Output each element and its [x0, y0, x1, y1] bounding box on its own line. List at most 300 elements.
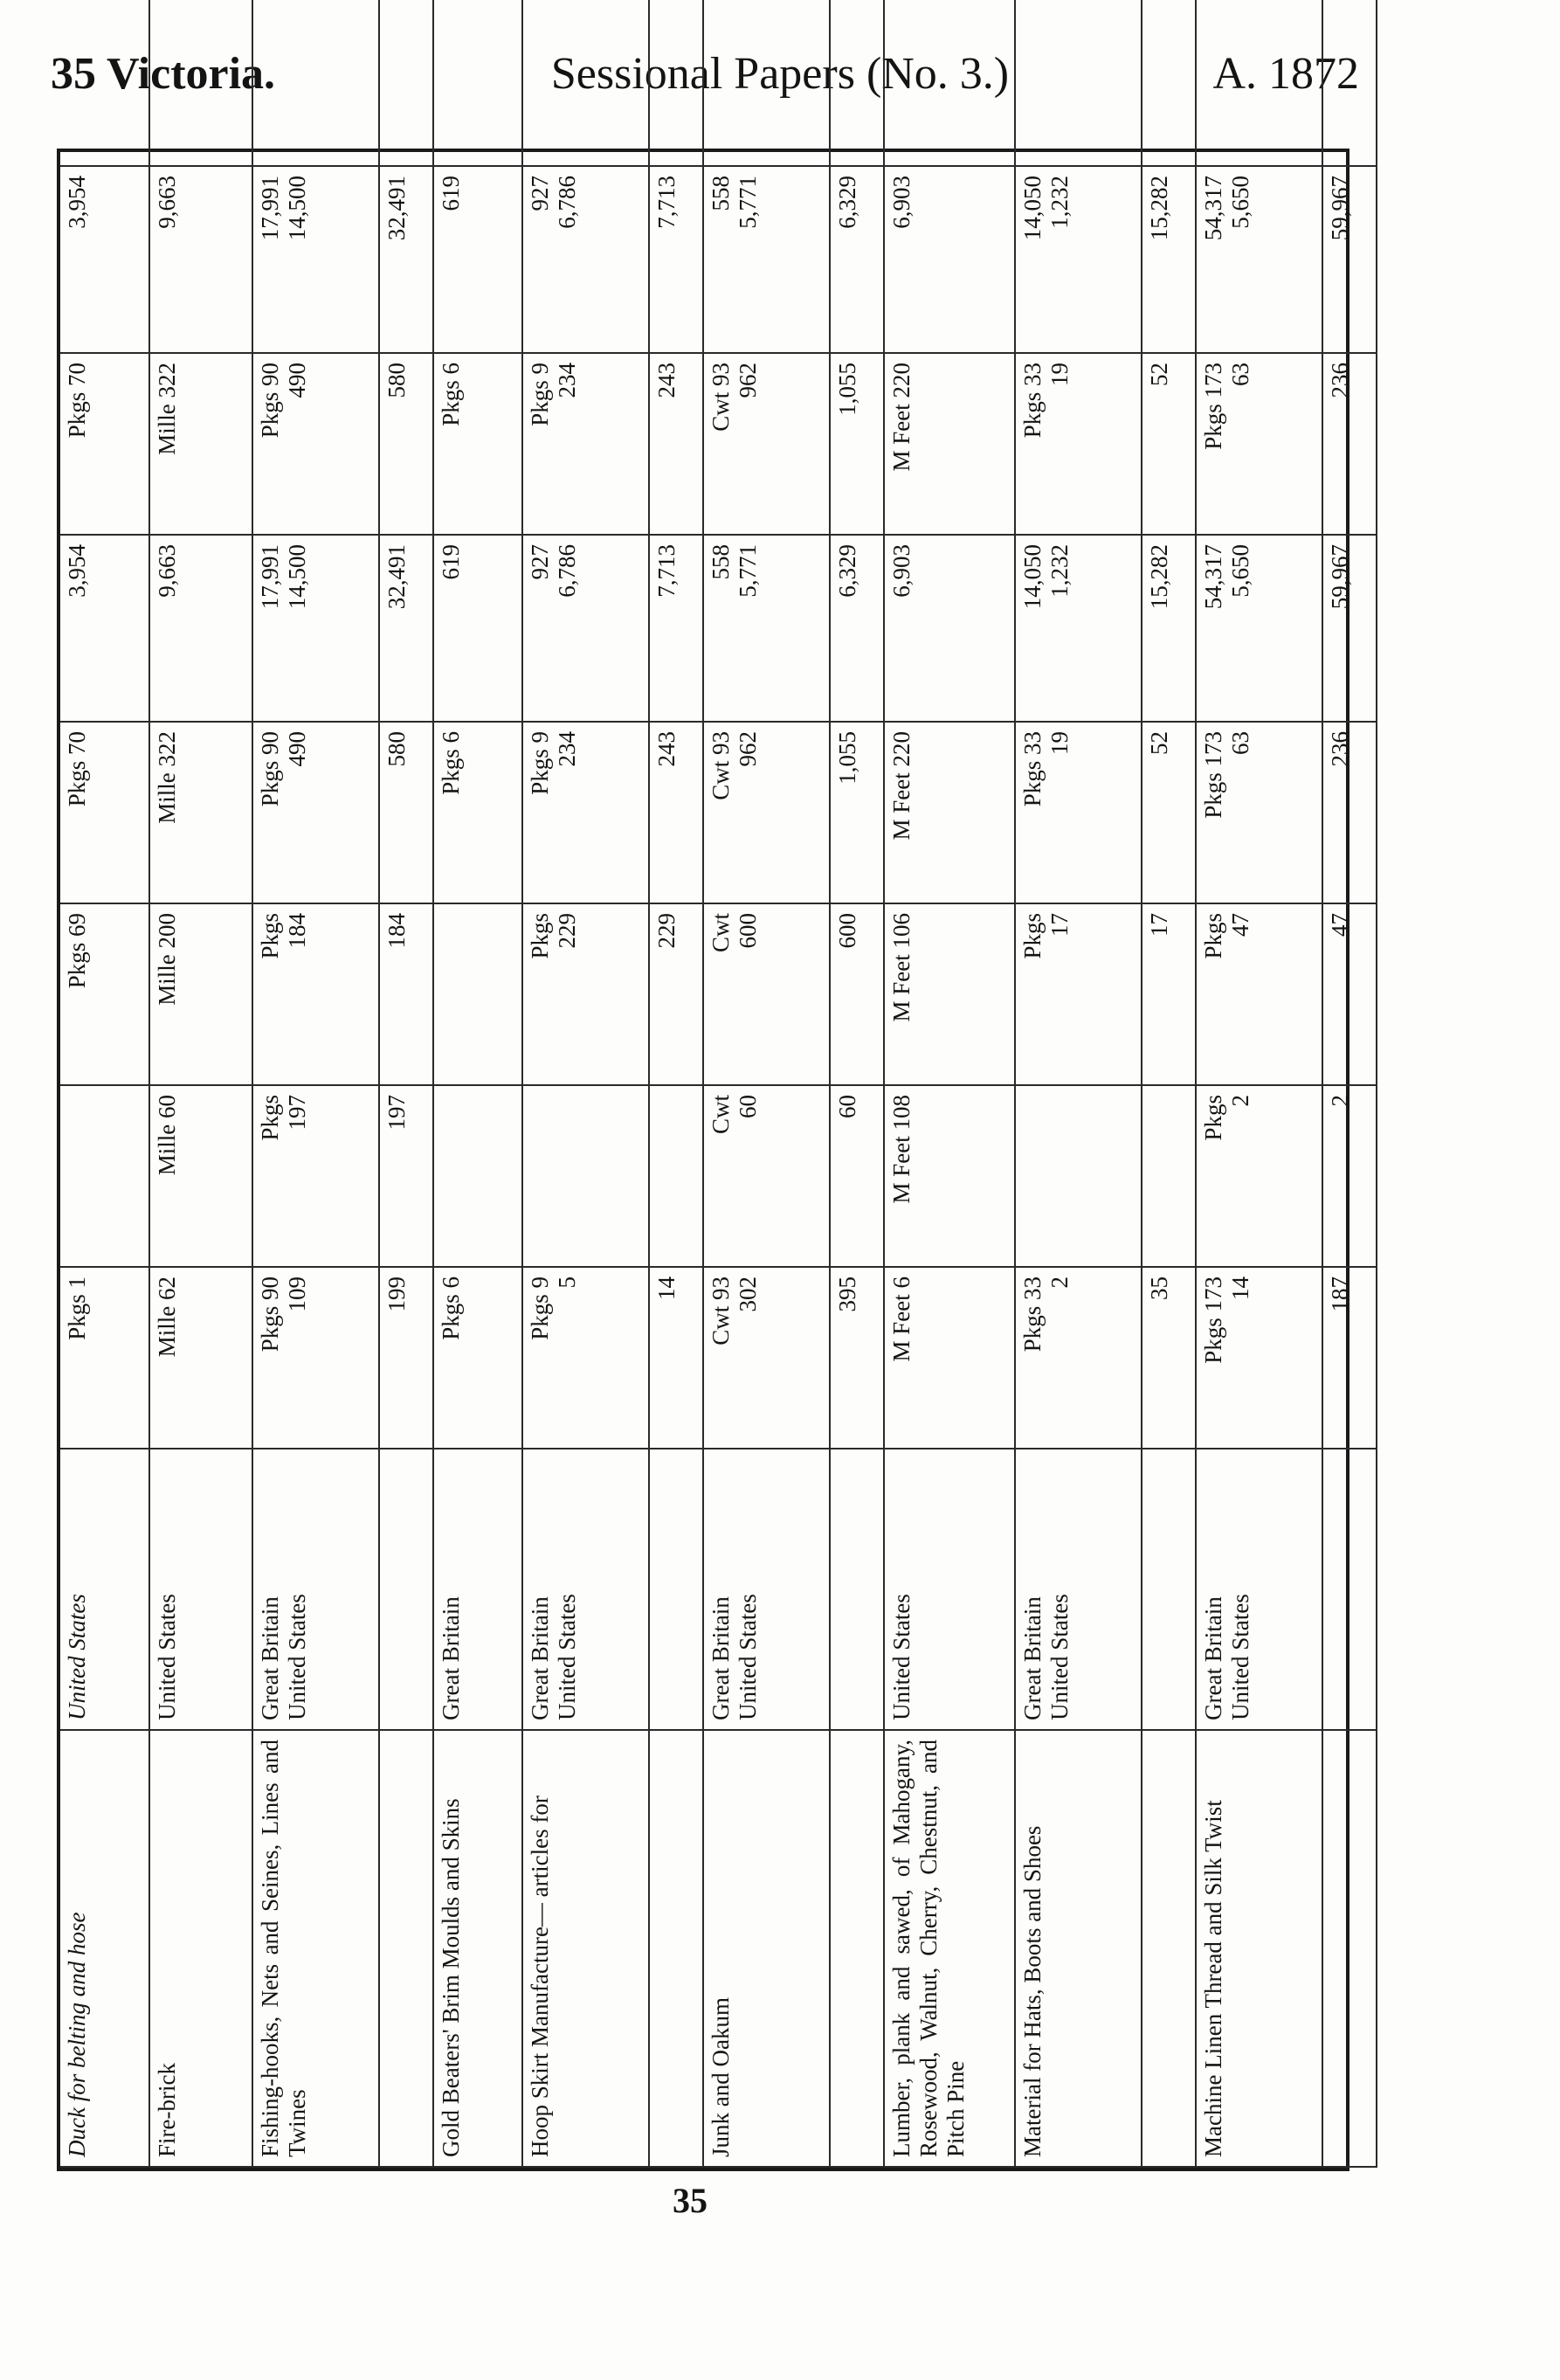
value-cell	[252, 1085, 379, 1267]
country-cell	[149, 1449, 252, 1730]
table-row	[1196, 0, 1322, 2167]
value-cell	[1196, 722, 1322, 903]
article-cell	[1142, 1730, 1196, 2167]
cell-value: Pkgs 90	[257, 363, 283, 439]
cell-value: 600	[735, 913, 761, 949]
cell-value: Pkgs	[257, 913, 283, 959]
cell-value: 14	[1227, 1276, 1253, 1300]
article-cell	[252, 1730, 379, 2167]
cell-value: 15,282	[1146, 544, 1172, 610]
value-cell	[703, 0, 830, 166]
cell-value: Mille 322	[154, 363, 180, 455]
value-cell	[1322, 1267, 1377, 1449]
value-cell	[884, 353, 1015, 535]
cell-value: 6,329	[834, 544, 860, 598]
value-cell	[149, 722, 252, 903]
cell-value: 7,713	[653, 544, 680, 598]
value-cell	[433, 1267, 522, 1449]
value-cell	[433, 1085, 522, 1267]
cell-value: 234	[554, 731, 580, 767]
cell-value: Pkgs	[257, 1095, 283, 1141]
value-cell	[522, 722, 649, 903]
value-cell	[149, 1267, 252, 1449]
cell-value: 14,050	[1019, 544, 1046, 610]
value-cell	[649, 903, 703, 1085]
article-cell	[60, 1730, 149, 2167]
article-cell	[379, 1730, 433, 2167]
cell-value: 395	[834, 1276, 860, 1312]
cell-value: Pkgs	[1019, 913, 1046, 959]
table-row	[433, 0, 522, 2167]
table-row	[149, 0, 252, 2167]
value-cell	[1142, 353, 1196, 535]
cell-value: Pkgs 9	[527, 1276, 553, 1340]
table-row	[379, 0, 433, 2167]
cell-value: Pkgs 33	[1019, 363, 1046, 439]
cell-value: 490	[284, 363, 310, 398]
cell-value: 243	[653, 731, 680, 767]
value-cell	[1142, 166, 1196, 353]
country-name: Great Britain	[438, 1596, 464, 1720]
cell-value: 63	[1227, 363, 1253, 386]
cell-value: 32,491	[383, 544, 410, 610]
country-name: United States	[554, 1594, 580, 1720]
cell-value: Pkgs	[1200, 913, 1226, 959]
cell-value: 17,991	[257, 176, 283, 241]
cell-value: 600	[834, 913, 860, 949]
cell-value: Pkgs	[527, 913, 553, 959]
article-cell	[433, 1730, 522, 2167]
value-cell	[1196, 0, 1322, 166]
cell-value: 52	[1146, 731, 1172, 755]
country-cell	[649, 1449, 703, 1730]
cell-value: 14	[653, 1276, 680, 1300]
cell-value: 6,786	[554, 544, 580, 598]
cell-value: Cwt 93	[708, 363, 734, 432]
value-cell	[1142, 535, 1196, 722]
article-cell	[649, 1730, 703, 2167]
cell-value: 619	[438, 176, 464, 211]
cell-value: 47	[1227, 913, 1253, 937]
country-name: United States	[1227, 1594, 1253, 1720]
country-cell	[830, 1449, 884, 1730]
value-cell	[379, 535, 433, 722]
cell-value: 5,771	[735, 544, 761, 598]
country-name: United States	[284, 1594, 310, 1720]
value-cell	[1196, 535, 1322, 722]
table-row	[252, 0, 379, 2167]
value-cell	[1322, 535, 1377, 722]
value-cell	[433, 722, 522, 903]
cell-value: 109	[284, 1276, 310, 1312]
cell-value: 199	[383, 1276, 410, 1312]
page-number: 35	[673, 2181, 708, 2220]
table-row	[1322, 0, 1377, 2167]
article-name: Machine Linen Thread and Silk Twist	[1200, 1800, 1226, 2157]
cell-value: 17	[1046, 913, 1073, 937]
value-cell	[830, 0, 884, 166]
value-cell	[649, 166, 703, 353]
value-cell	[522, 353, 649, 535]
value-cell	[884, 1085, 1015, 1267]
value-cell	[379, 722, 433, 903]
cell-value: 2	[1046, 1276, 1073, 1289]
cell-value: 5,650	[1227, 544, 1253, 598]
cell-value: Cwt	[708, 913, 734, 953]
value-cell	[1142, 1085, 1196, 1267]
cell-value: 6,786	[554, 176, 580, 229]
value-cell	[649, 1267, 703, 1449]
value-cell	[1196, 903, 1322, 1085]
value-cell	[433, 0, 522, 166]
value-cell	[522, 166, 649, 353]
value-cell	[703, 535, 830, 722]
value-cell	[703, 166, 830, 353]
country-cell	[1196, 1449, 1322, 1730]
value-cell	[379, 1085, 433, 1267]
value-cell	[1142, 1267, 1196, 1449]
country-name: United States	[154, 1594, 180, 1720]
cell-value: 2	[1227, 1095, 1253, 1107]
header-session: 35 Victoria.	[51, 49, 276, 99]
cell-value: 60	[834, 1095, 860, 1118]
value-cell	[830, 903, 884, 1085]
cell-value: 14,050	[1019, 176, 1046, 241]
cell-value: 6,903	[888, 544, 915, 598]
article-name: Lumber, plank and sawed, of Mahogany, Rosewood, Walnut, Cherry, Chestnut, and Pitch Pine	[888, 1740, 969, 2157]
cell-value: Pkgs 69	[64, 913, 90, 989]
value-cell	[379, 1267, 433, 1449]
value-cell	[252, 353, 379, 535]
cell-value: Pkgs 33	[1019, 731, 1046, 807]
cell-value: 17,991	[257, 544, 283, 610]
value-cell	[884, 722, 1015, 903]
cell-value: 9,663	[154, 176, 180, 229]
value-cell	[703, 722, 830, 903]
country-name: United States	[64, 1594, 90, 1720]
cell-value: Pkgs 9	[527, 731, 553, 795]
cell-value: 54,317	[1200, 544, 1226, 610]
value-cell	[1015, 1085, 1142, 1267]
value-cell	[379, 0, 433, 166]
country-cell	[379, 1449, 433, 1730]
value-cell	[1196, 1267, 1322, 1449]
value-cell	[149, 535, 252, 722]
cell-value: Pkgs 33	[1019, 1276, 1046, 1353]
cell-value: Mille 322	[154, 731, 180, 824]
table-row	[1142, 0, 1196, 2167]
value-cell	[1196, 1085, 1322, 1267]
cell-value: 7,713	[653, 176, 680, 229]
cell-value: Pkgs 70	[64, 363, 90, 439]
value-cell	[1142, 722, 1196, 903]
cell-value: 6,903	[888, 176, 915, 229]
country-name: Great Britain	[257, 1596, 283, 1720]
value-cell	[60, 1085, 149, 1267]
cell-value: Pkgs 90	[257, 1276, 283, 1353]
value-cell	[1015, 166, 1142, 353]
cell-value: 54,317	[1200, 176, 1226, 241]
cell-value: 619	[438, 544, 464, 580]
value-cell	[830, 722, 884, 903]
cell-value: 229	[554, 913, 580, 949]
value-cell	[433, 535, 522, 722]
cell-value: 580	[383, 731, 410, 767]
table-row	[884, 0, 1015, 2167]
value-cell	[884, 903, 1015, 1085]
value-cell	[649, 722, 703, 903]
cell-value: Pkgs 90	[257, 731, 283, 807]
country-cell	[433, 1449, 522, 1730]
value-cell	[1196, 166, 1322, 353]
cell-value: 15,282	[1146, 176, 1172, 241]
cell-value: Mille 62	[154, 1276, 180, 1358]
cell-value: 187	[1327, 1276, 1353, 1312]
value-cell	[1015, 903, 1142, 1085]
value-cell	[252, 166, 379, 353]
article-cell	[1015, 1730, 1142, 2167]
value-cell	[522, 535, 649, 722]
article-name: Material for Hats, Boots and Shoes	[1019, 1825, 1046, 2157]
country-name: Great Britain	[1200, 1596, 1226, 1720]
cell-value: 229	[653, 913, 680, 949]
article-cell	[1322, 1730, 1377, 2167]
value-cell	[149, 353, 252, 535]
table-row	[703, 0, 830, 2167]
value-cell	[703, 1085, 830, 1267]
table-row	[60, 0, 149, 2167]
article-cell	[522, 1730, 649, 2167]
value-cell	[1142, 0, 1196, 166]
value-cell	[830, 166, 884, 353]
article-name: Fishing-hooks, Nets and Seines, Lines and Twines	[257, 1740, 310, 2157]
cell-value: 962	[735, 363, 761, 398]
value-cell	[830, 1267, 884, 1449]
value-cell	[252, 722, 379, 903]
article-cell	[830, 1730, 884, 2167]
value-cell	[252, 0, 379, 166]
value-cell	[703, 1267, 830, 1449]
value-cell	[1322, 722, 1377, 903]
cell-value: 236	[1327, 731, 1353, 767]
value-cell	[649, 535, 703, 722]
value-cell	[830, 1085, 884, 1267]
cell-value: 1,232	[1046, 176, 1073, 229]
value-cell	[1322, 0, 1377, 166]
country-name: Great Britain	[1019, 1596, 1046, 1720]
article-name: Gold Beaters' Brim Moulds and Skins	[438, 1798, 464, 2157]
cell-value: M Feet 220	[888, 363, 915, 472]
cell-value: Pkgs 173	[1200, 1276, 1226, 1364]
value-cell	[830, 535, 884, 722]
value-cell	[1322, 353, 1377, 535]
cell-value: 5,650	[1227, 176, 1253, 229]
cell-value: Cwt	[708, 1095, 734, 1135]
value-cell	[1015, 535, 1142, 722]
cell-value: 490	[284, 731, 310, 767]
value-cell	[60, 166, 149, 353]
value-cell	[703, 353, 830, 535]
cell-value: 5	[554, 1276, 580, 1289]
country-name: United States	[1046, 1594, 1073, 1720]
value-cell	[830, 353, 884, 535]
cell-value: Pkgs 6	[438, 363, 464, 426]
cell-value: 19	[1046, 363, 1073, 386]
value-cell	[649, 0, 703, 166]
value-cell	[522, 1267, 649, 1449]
country-name: Great Britain	[527, 1596, 553, 1720]
cell-value: Pkgs 6	[438, 731, 464, 795]
country-cell	[884, 1449, 1015, 1730]
cell-value: M Feet 106	[888, 913, 915, 1022]
rotated-table-container	[60, 152, 1353, 2168]
value-cell	[649, 1085, 703, 1267]
value-cell	[884, 0, 1015, 166]
value-cell	[60, 1267, 149, 1449]
cell-value: 197	[383, 1095, 410, 1131]
value-cell	[252, 1267, 379, 1449]
country-cell	[1142, 1449, 1196, 1730]
value-cell	[60, 353, 149, 535]
trade-table	[60, 0, 1377, 2168]
table-row	[830, 0, 884, 2167]
value-cell	[703, 903, 830, 1085]
value-cell	[522, 903, 649, 1085]
cell-value: 5,771	[735, 176, 761, 229]
cell-value: Pkgs 6	[438, 1276, 464, 1340]
cell-value: 184	[383, 913, 410, 949]
cell-value: Pkgs 173	[1200, 731, 1226, 819]
cell-value: Mille 200	[154, 913, 180, 1006]
table-frame	[57, 149, 1353, 2171]
country-cell	[703, 1449, 830, 1730]
country-cell	[1322, 1449, 1377, 1730]
cell-value: 59,967	[1327, 544, 1353, 610]
table-row	[522, 0, 649, 2167]
cell-value: Cwt 93	[708, 1276, 734, 1346]
article-name: Duck for belting and hose	[64, 1912, 90, 2157]
cell-value: Pkgs 1	[64, 1276, 90, 1340]
value-cell	[1322, 166, 1377, 353]
cell-value: Pkgs 173	[1200, 363, 1226, 450]
value-cell	[1015, 353, 1142, 535]
cell-value: 234	[554, 363, 580, 398]
value-cell	[1322, 903, 1377, 1085]
cell-value: 17	[1146, 913, 1172, 937]
cell-value: M Feet 6	[888, 1276, 915, 1362]
value-cell	[522, 0, 649, 166]
cell-value: 14,500	[284, 176, 310, 241]
article-name: Fire-brick	[154, 2063, 180, 2157]
article-name: Junk and Oakum	[708, 1997, 734, 2157]
value-cell	[60, 535, 149, 722]
value-cell	[60, 722, 149, 903]
cell-value: Pkgs 70	[64, 731, 90, 807]
value-cell	[1015, 0, 1142, 166]
cell-value: 1,055	[834, 731, 860, 785]
cell-value: 558	[708, 544, 734, 580]
value-cell	[884, 166, 1015, 353]
cell-value: 927	[527, 176, 553, 211]
trade-table-body	[60, 0, 1377, 2167]
cell-value: 3,954	[64, 544, 90, 598]
value-cell	[252, 903, 379, 1085]
header-title: Sessional Papers (No. 3.)	[550, 49, 1010, 99]
value-cell	[252, 535, 379, 722]
cell-value: 47	[1327, 913, 1353, 937]
country-cell	[60, 1449, 149, 1730]
cell-value: 3,954	[64, 176, 90, 229]
cell-value: 558	[708, 176, 734, 211]
value-cell	[1015, 722, 1142, 903]
cell-value: 60	[735, 1095, 761, 1118]
value-cell	[433, 353, 522, 535]
value-cell	[379, 353, 433, 535]
cell-value: 927	[527, 544, 553, 580]
value-cell	[649, 353, 703, 535]
cell-value: 580	[383, 363, 410, 398]
cell-value: 52	[1146, 363, 1172, 386]
table-row	[649, 0, 703, 2167]
cell-value: 59,967	[1327, 176, 1353, 241]
cell-value: 2	[1327, 1095, 1353, 1107]
country-cell	[522, 1449, 649, 1730]
country-name: United States	[888, 1594, 915, 1720]
country-name: Great Britain	[708, 1596, 734, 1720]
value-cell	[1322, 1085, 1377, 1267]
table-row	[1015, 0, 1142, 2167]
cell-value: 19	[1046, 731, 1073, 755]
value-cell	[522, 1085, 649, 1267]
cell-value: 962	[735, 731, 761, 767]
header-year: A. 1872	[1212, 49, 1359, 99]
cell-value: 243	[653, 363, 680, 398]
cell-value: 236	[1327, 363, 1353, 398]
cell-value: Cwt 93	[708, 731, 734, 800]
cell-value: 63	[1227, 731, 1253, 755]
cell-value: Mille 60	[154, 1095, 180, 1176]
value-cell	[433, 166, 522, 353]
article-name: Hoop Skirt Manufacture— articles for	[527, 1795, 553, 2157]
value-cell	[379, 166, 433, 353]
cell-value: 184	[284, 913, 310, 949]
value-cell	[149, 903, 252, 1085]
cell-value: 197	[284, 1095, 310, 1131]
article-cell	[149, 1730, 252, 2167]
article-cell	[703, 1730, 830, 2167]
cell-value: Pkgs	[1200, 1095, 1226, 1141]
value-cell	[1142, 903, 1196, 1085]
cell-value: 9,663	[154, 544, 180, 598]
value-cell	[379, 903, 433, 1085]
value-cell	[149, 0, 252, 166]
article-cell	[1196, 1730, 1322, 2167]
value-cell	[60, 0, 149, 166]
cell-value: 14,500	[284, 544, 310, 610]
cell-value: 1,055	[834, 363, 860, 416]
value-cell	[433, 903, 522, 1085]
cell-value: 6,329	[834, 176, 860, 229]
cell-value: 1,232	[1046, 544, 1073, 598]
value-cell	[884, 1267, 1015, 1449]
cell-value: Pkgs 9	[527, 363, 553, 426]
cell-value: M Feet 108	[888, 1095, 915, 1204]
value-cell	[1196, 353, 1322, 535]
country-name: United States	[735, 1594, 761, 1720]
country-cell	[252, 1449, 379, 1730]
value-cell	[149, 166, 252, 353]
value-cell	[60, 903, 149, 1085]
